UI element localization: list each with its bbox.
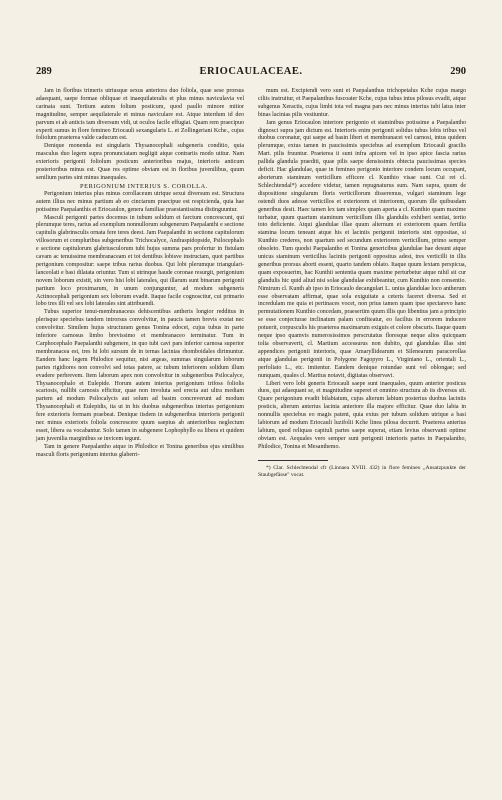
paragraph: mum est. Excipiendi vero sunt et Paepalanthus trichopetalus Kche cujus margo ciliis instruitur, et Paepalanthus fuscoater Kche, cujus tubus intus pilosus evadit, atque subgenus Xeractis, cujus limbi tota vel magna pars nec minus interius tubi latus inter binas lacinias pilis vestiuntur.: [258, 88, 466, 118]
paragraph: Jam in floribus trimeris utriusque sexus anteriora duo foliola, quae sese prorsus adaequant, saepe formae obliquae et inaequilateralis et plus minus naviculavia vel carinata sunt. Tertium autem folium posticum, quod paullo minore mitior magnitudine, semper aequilaterale et minus naviculare est. Atque interdum id deo parvum et ab anticis tam diversum vidi, ut oculos facile effugiat. Quam rem praecipuo experti sumus in flore femineo Eriocauli sexangularis L. et Zollingeriani Kche., cujus foliolum praeterea valde caducum est.: [36, 88, 244, 142]
page-number-left: 289: [36, 66, 52, 77]
right-column: [258, 88, 466, 479]
paragraph: Tam in genere Paepalantho atque in Philodice et Tonina generibus ejus similibus masculi floris perigonium interius glaberri-: [36, 443, 244, 458]
paragraph: Jam genus Eriocaulon interiore perigonio et staminibus potissime a Paepalantho dignosci supra jam dictum est. Interioris enim perigonii solidus tubus lobis tribus vel duobus coronatur, qui saepe ad basin liberi et membranacei vel carnosi, intus quidem plerumque, extus tamen in paucissimis speciebus ad exemplum Eriocauli gracilis Mart. pilis fruuntur. Praeterea ii sunt infra apicem vel in ipso apice fascia rarius pallida glandula praediti, quae pilis saepe densissimis obtecta paucissimas species deficit. Hac glandulae, quae in femineo perigonio interiore condem locum occupant, aborterum staminum verticillum efficere cl. Kunthio visae sunt. Cui rei cl. Schlechtendal*) accedere videtur, tamen repugnaturus sum. Nam supra, quum de dispositione singularum floris verticillorum disseremus, vulgari staminum lege ostendi duos adesse verticillos et exteriorem et interiorem, quorum ille quibusdam generibus desit. Haec tamen lex tam simplex quam aperta a cl. Kunthio quam maxime turbatur, quum quartum staminum verticillum illis glandulis exhiberi sentiat, tertio toto deficiente. Atqui glandulae illae quum alternum et exteriorem quam fertilia stamina locum teneant atque his et laciniis perigonii interioris sint oppositae, si Kunthio crederes, non quartum sed secundum exteriorem verticillum, primo semper obsoleto. Tum quodsi Paepalantho et Tonina genericibus glandulae hae desunt atque unicus staminum verticillus laciniis perigonii oppositus adest, tres verticilli in illis generibus prorsus aborti essent, quarto tandem oblato. Itaque quum lextam perspicua, quam exposuerim, hac Kunthii sententia quam maxime perturbetur atque nihil sit cur glandulis hic quid aliud nisi solae glandulae exhibeantur, cum Kunthio non consentio. Nimirum cl. Kunth ab ipso in Eriocaulo decangulari L. unius glandulae loco antherum esse observatam affirmat, quae sola exiguitate a ceteris faceret diversa. Sed et incredulam me quia et pertinaces vocet, non prius tamen quam ipse spectarevo hanc permutationem Kunthio concedam, praesertim quum illis quo libentius jam a principio se esse conjecturae inclinatum palam confiteatur, eo facilius in errorem inducere potuerit, corpusculis his praeterea maximarum exiguis et colore obscuris. Itaque quum neque ipso quamvis numerosissimos perscrutatus floresque neque alios quicquam tolia observaverit, cl. Martium accessurus non dubito, qui glandulas illas sint appendices perigonii interioris, quae Amaryllidearum et Silenearum paracorollas atque glandulas perigonii in Polygone Fagopyro L., Virginiano L., orientali L., perfoliato L., etc. imitentur. Eandem denique rotundae sunt vel oblongae; sed nunquam, quales cl. Martius notavit, digitatas observavi.: [258, 119, 466, 379]
left-column: [36, 88, 244, 460]
footnote-divider: [258, 460, 328, 461]
paragraph: Masculi perigonii partes docemus in tubum solidum et farctum concrescunt, qui plerumque teres, rarius ad exemplum nonnullorum subgenerum Paepalanthi e sectione capitulis glabrinsculis ornata fere teres deest. Jam Paepalanthi in sectione capitulorum villosorum et compluribus subgeneribus Trichocalyce, Andraspidopside, Psilocephalo e sectione capitulorum glabriusculorum tubi hujus summa pars profertur in fistulam cavam ac tenuissime membranaceam et tot dentibus lobisve instructam, quot partibus perigonium compositur: saepe tribus rarius duobus. Qui lobi plerumque triangulari-lanceolati e basi dilatata oriuntur. Tum si utrinque haude coronae resurgit, perigonium novem loborum existit, sin vero hisi lobi laterales, qui illarum sunt binarum perigonii partium loco proximarum, in unum conjunguntur, ad modum subgeneris Actinocephali perigonium sex loborum evadit. Itaque facile cognoscitur, cui primario lobo tres illi vel sex lobi laterales sint attribuendi.: [36, 214, 244, 308]
paragraph: Denique monenda est singularis Thysanocephali subgeneris conditio, quia masculus duo legem supra pronunciatam negligit atque contrariis modo utitur. Nam exterioris perigonii foliolum posticum anterioribus majus, interioris anticum posterioribus minus est. Quae res optime obviam est in floribus juvenilibus, quum senilium partes sint minus inaequales.: [36, 143, 244, 181]
running-header: [36, 66, 466, 82]
page-number-right: 290: [450, 66, 466, 77]
footnote: *) Clar. Schlechtendal cfr (Linnaea XVIII. 432) in flore femineo „Ansatzpunkte der Staubgefässe" vocat.: [258, 464, 466, 478]
paragraph: Liberi vero lobi generis Eriocauli saepe sunt inaequales, quum anterior posticus duos, qui adaequant se, et magnitudine superet et omnino structura ab iis diversus sit. Quare perigonium evadit bilabiatum, cujus alterum labium posterius duobus laciniis posticis, alterum anterius lacinia anteriore illa majore efficitur. Quae duo labia in nonnullis speciebus eo magis patent, quia extus per tubum solidum utrique a basi labiorum ad modum Eriocauli luzifolii Kche linea pilosa decurrit. Praeterea anterius labium, quod reliquas capituli partes saepe superat, etiam levius observanti optime obviam est. Aequales vero semper sunt perigonii interioris partes in Paepalantho, Philodice, Tonina et Mesanthemo.: [258, 380, 466, 450]
running-title: ERIOCAULACEAE.: [199, 66, 303, 77]
paragraph: Perigonium interius plus minus corollaceum utrique sexui diversum est. Structura autem illius nec minus partium ab eo cinctarum praecipue est respicienda, quia hae potissime Paepalanthis et Eriocaulon, genera familiae praestantissima distinguuntur.: [36, 190, 244, 213]
section-heading: PERIGONIUM INTERIUS S. COROLLA.: [80, 182, 208, 190]
paragraph: Tubus superior tenui-membranaceus dehiscentibus antheris longior redditus in plerisque speciebus tandem introrsus convolvitur, in paucis tamen brevis exstat nec convolvitur. Similem hujus structuram genus Tonina edocet, cujus tubus in parte inferiore carnosus limbo brevissimo et membranaceo terminatur. Tum in Carphocephalo Paepalanthi subgenere, in quo tubi cavi pars inferior carnosa superior membranacea est, tres hi lobi sursum de in ternas lacinias rhomboidales dirimuntur. Eandem hanc legem Philodice sequitur, nisi argeas, summas singularum loborum partes rigidiores non convolvi sed totas patere, ac tubum inferiorem solidum illum evadere perbrevem. Item laborum apex non convolvitur in subgeneribus Psilocalyce, Thysanocephalo et Eulepide. Horum autem interius perigonium trifoss foliolis scariosis, nullibi carnosis efficitur, quae non involuta sed erecta aut ultra mediam partem ad modum Psilocalycis aut solum ad basim concreverunt ad modum Thysanocephali et Eulepidis, ita ut in his duobus subgeneribus interius perigonium fere exterioris formam praebeat. Denique iisdem in subgeneribus interioris perigonii nec minus exterioris foliola concrescere quum saepius ab anterioribus neglectum esset, libera ea vocabantur. Solo tamen in subgenere Lophophyllo ea libera et quidem jam juvenilia marginibus se invicem tegunt.: [36, 309, 244, 442]
